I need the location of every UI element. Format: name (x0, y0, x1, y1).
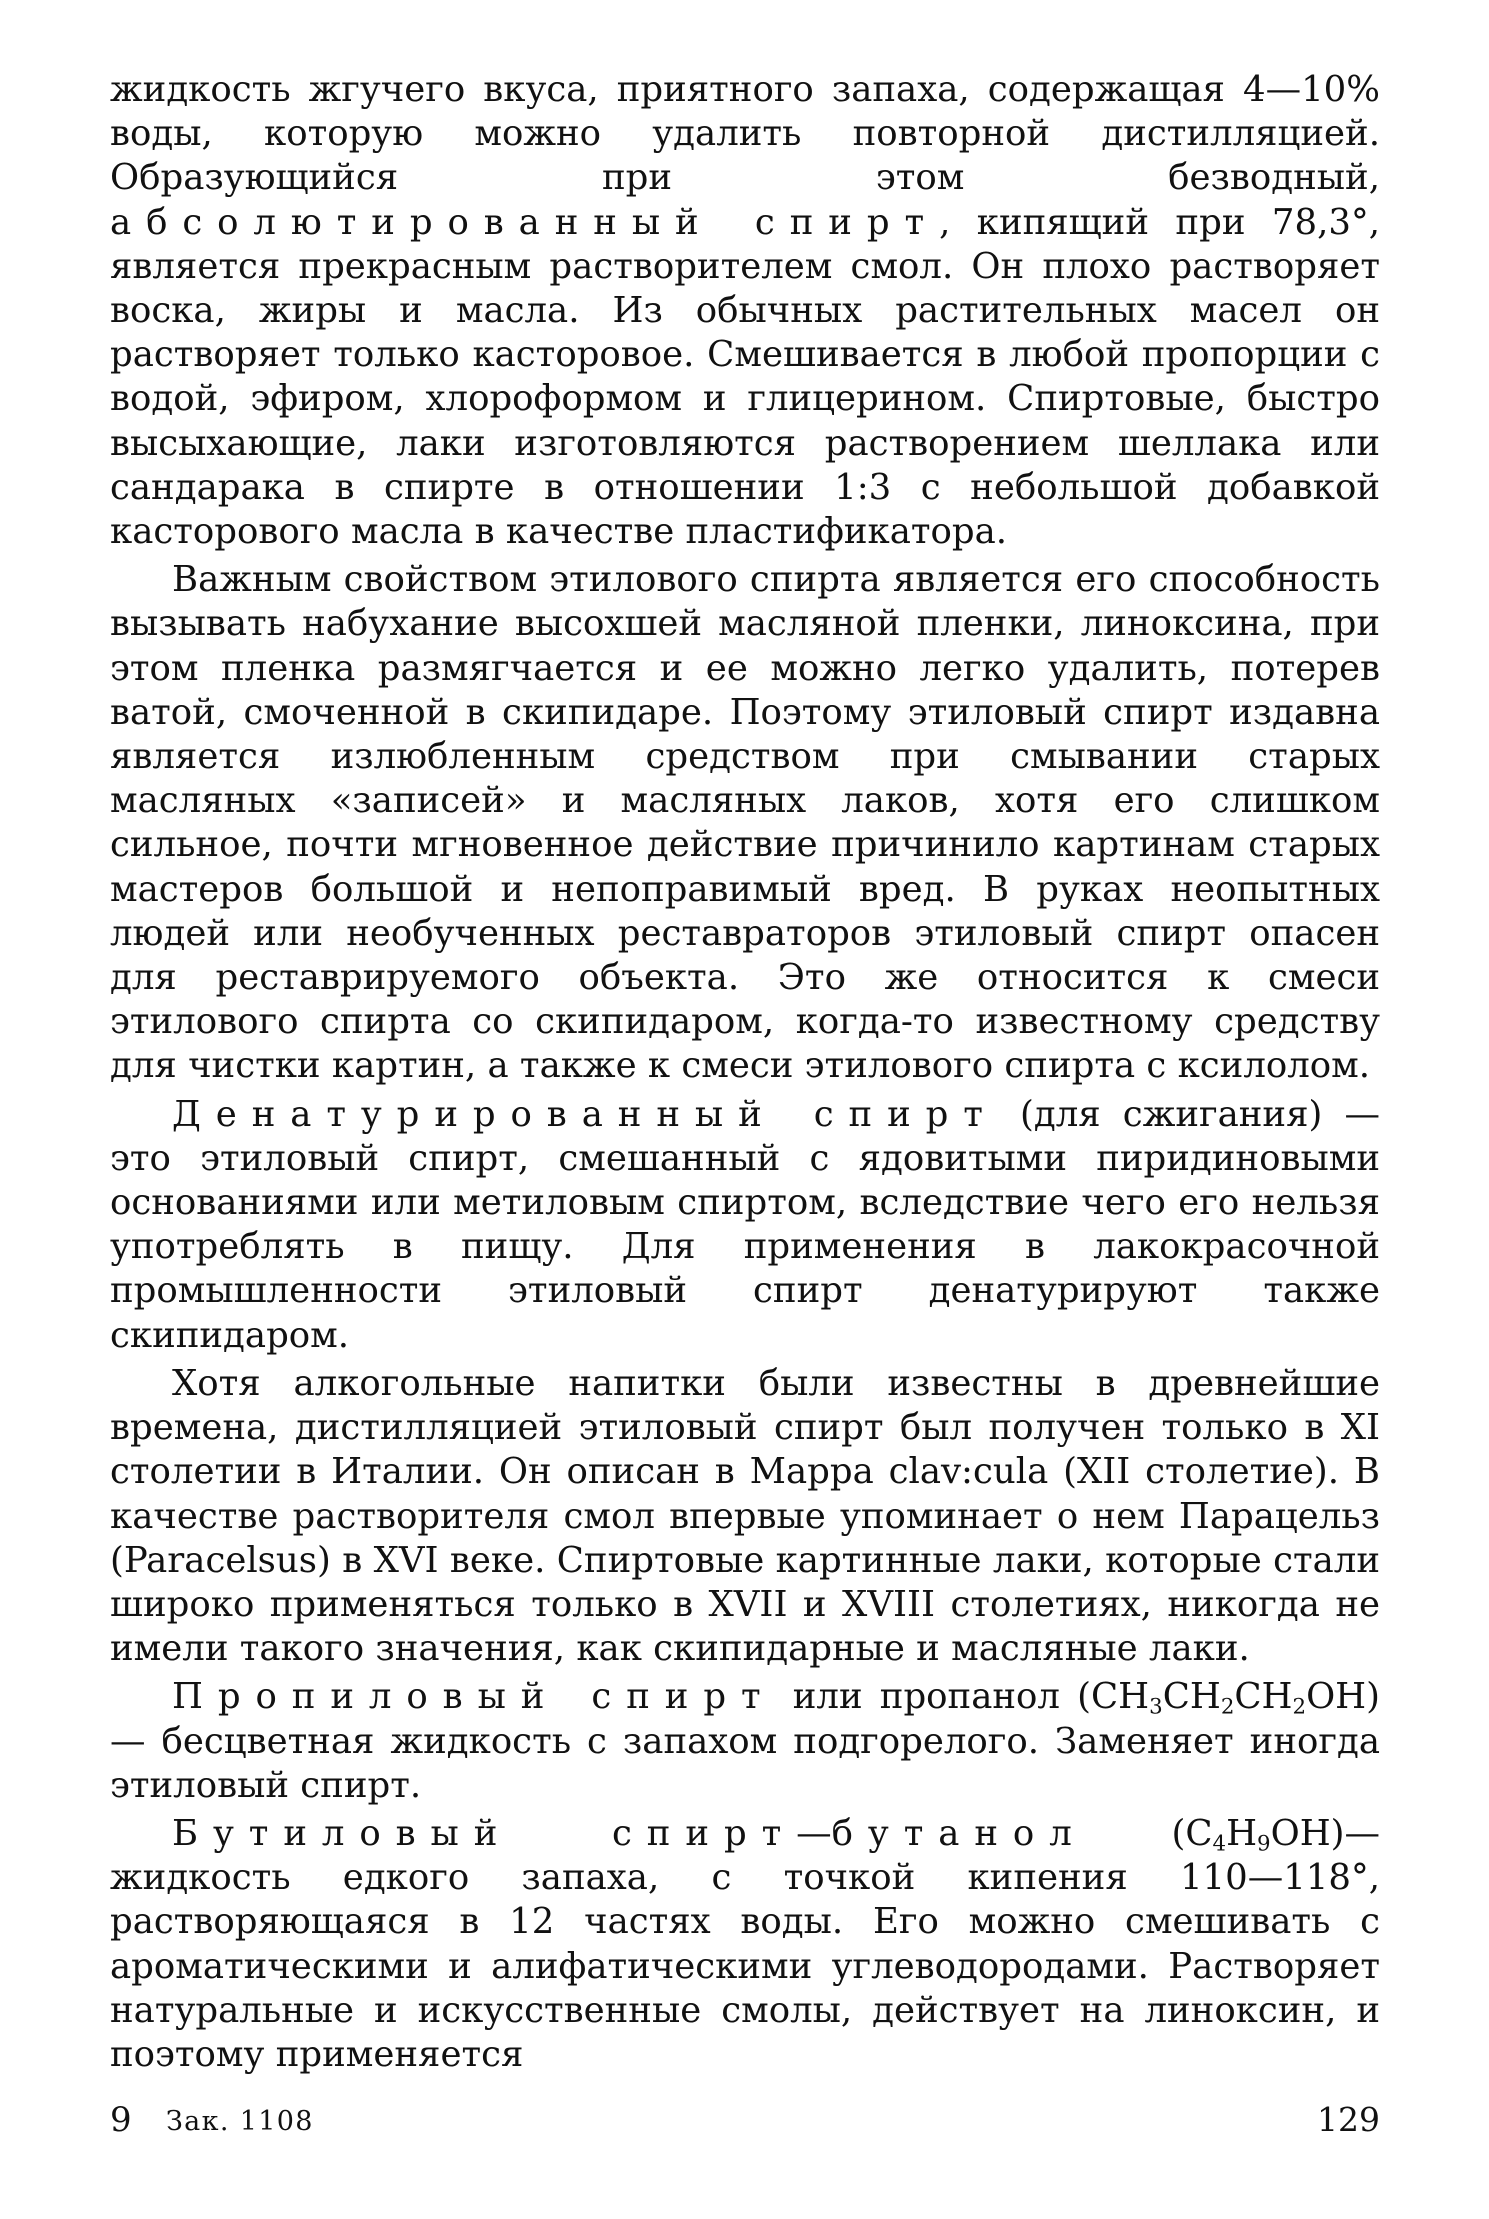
paragraph-absolute-spirit: жидкость жгучего вкуса, приятного запаха, содержащая 4—10% воды, которую можно удалить повторной дистилляцией. Образующийся при этом безводный, абсолютированный спирт, кипящий при 78,3°, является прекрасным растворителем смол. Он плохо растворяет воска, жиры и масла. Из обычных растительных масел он растворяет только касторовое. Смешивается в любой пропорции с водой, эфиром, хлороформом и глицерином. Спиртовые, быстро высыхающие, лаки изготовляются растворением шеллака или сандарака в спирте в отношении 1:3 с небольшой добавкой касторового масла в качестве пластификатора. (110, 69, 1380, 553)
term-absolute-spirit: абсолютированный спирт (110, 201, 940, 243)
paragraph-history: Хотя алкогольные напитки были известны в древнейшие времена, дистилляцией этиловый спирт был получен только в XI столетии в Италии. Он описан в Mappa clav:cula (XII столетие). В качестве растворителя смол впервые упоминает о нем Парацельз (Paracelsus) в XVI веке. Спиртовые картинные лаки, которые стали широко применяться только в XVII и XVIII столетиях, никогда не имели такого значения, как скипидарные и масляные лаки. (110, 1362, 1380, 1670)
paragraph-ethyl-swelling: Важным свойством этилового спирта является его способность вызывать набухание высохшей масляной пленки, линоксина, при этом пленка размягчается и ее можно легко удалить, потерев ватой, смоченной в скипидаре. Поэтому этиловый спирт издавна является излюбленным средством при смывании старых масляных «записей» и масляных лаков, хотя его слишком сильное, почти мгновенное действие причинило картинам старых мастеров большой и непоправимый вред. В руках неопытных людей или необученных реставраторов этиловый спирт опасен для реставрируемого объекта. Это же относится к смеси этилового спирта со скипидаром, когда-то известному средству для чистки картин, а также к смеси этилового спирта с ксилолом. (110, 559, 1380, 1087)
term-propyl-spirit: Пропиловый спирт (172, 1676, 776, 1718)
print-order: Зак. 1108 (166, 2106, 314, 2137)
term-butanol: бутанол (831, 1812, 1087, 1854)
paragraph-denatured-spirit: Денатурированный спирт (для сжигания) — это этиловый спирт, смешанный с ядовитыми пиридиновыми основаниями или метиловым спиртом, вследствие чего его нельзя употреблять в пищу. Для применения в лакокрасочной промышленности этиловый спирт денатурируют также скипидаром. (110, 1093, 1380, 1356)
page-footer (110, 2100, 1380, 2150)
signature-number: 9 (110, 2100, 132, 2140)
paragraph-propyl-spirit: Пропиловый спирт или пропанол $(CH_3CH_2CH_2OH)—$ бесцветная жидкость с запахом подгорелого. Заменяет иногда этиловый спирт. (110, 1676, 1380, 1806)
term-denatured-spirit: Денатурированный спирт (172, 1093, 998, 1135)
paragraph-butyl-spirit: Бутиловый спирт—бутанол $(C_4H_9OH)—$ жидкость едкого запаха, с точкой кипения 110—118°, растворяющаяся в 12 частях воды. Его можно смешивать с ароматическими и алифатическими углеводородами. Растворяет натуральные и искусственные смолы, действует на линоксин, и поэтому применяется (110, 1812, 1381, 2075)
page-body (110, 68, 1380, 2077)
page-number: 129 (1317, 2100, 1380, 2139)
term-butyl-spirit: Бутиловый спирт (172, 1812, 797, 1854)
